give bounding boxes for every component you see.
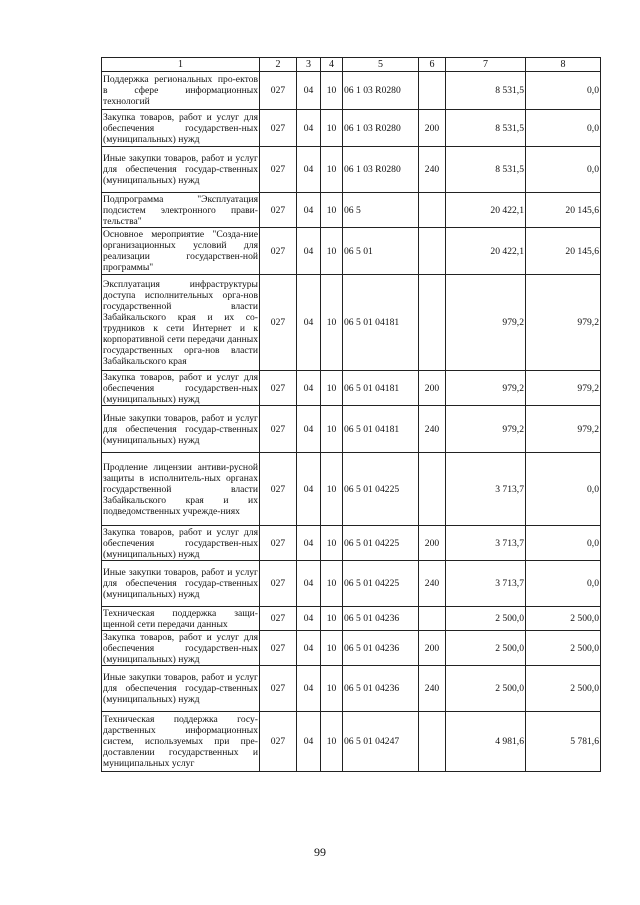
table-row bbox=[102, 526, 601, 561]
amount-year2-cell: 20 145,6 bbox=[526, 228, 601, 275]
item-name-cell: Поддержка региональных про-ектов в сфере информационных технологий bbox=[102, 72, 260, 110]
header-cell: 3 bbox=[297, 58, 321, 72]
target-article-cell: 06 5 01 04236 bbox=[343, 666, 419, 712]
target-article-cell: 06 5 01 04225 bbox=[343, 561, 419, 607]
table-row bbox=[102, 406, 601, 453]
expense-type-cell: 240 bbox=[419, 406, 446, 453]
ministry-code-cell: 027 bbox=[260, 453, 297, 526]
ministry-code-cell: 027 bbox=[260, 666, 297, 712]
subsection-code-cell: 10 bbox=[321, 561, 343, 607]
amount-year2-cell: 0,0 bbox=[526, 453, 601, 526]
section-code-cell: 04 bbox=[297, 631, 321, 666]
item-name-cell: Иные закупки товаров, работ и услуг для обеспечения государ-ственных (муниципальных) нужд bbox=[102, 406, 260, 453]
item-name-cell: Закупка товаров, работ и услуг для обеспечения государствен-ных (муниципальных) нужд bbox=[103, 371, 258, 405]
header-cell: 1 bbox=[102, 58, 260, 72]
item-name-cell: Техническая поддержка защи-щенной сети передачи данных bbox=[103, 607, 258, 630]
subsection-code-cell: 10 bbox=[321, 526, 343, 561]
section-code-cell: 04 bbox=[297, 607, 321, 631]
target-article-cell: 06 5 bbox=[343, 193, 419, 228]
ministry-code-cell: 027 bbox=[260, 607, 297, 631]
header-cell: 4 bbox=[321, 58, 343, 72]
ministry-code-cell: 027 bbox=[260, 526, 297, 561]
amount-year1-cell: 8 531,5 bbox=[446, 147, 526, 193]
item-name-cell: Основное мероприятие "Созда-ние организационных условий для реализации государствен-ной программы" bbox=[103, 229, 258, 273]
subsection-code-cell: 10 bbox=[321, 607, 343, 631]
amount-year2-cell: 0,0 bbox=[526, 526, 601, 561]
target-article-cell: 06 5 01 04181 bbox=[343, 371, 419, 406]
amount-year2-cell: 0,0 bbox=[526, 110, 601, 147]
amount-year1-cell: 3 713,7 bbox=[446, 453, 526, 526]
header-cell: 5 bbox=[343, 58, 419, 72]
ministry-code-cell: 027 bbox=[260, 193, 297, 228]
amount-year1-cell: 4 981,6 bbox=[446, 712, 526, 772]
expense-type-cell bbox=[419, 193, 446, 228]
target-article-cell: 06 1 03 R0280 bbox=[343, 147, 419, 193]
target-article-cell: 06 5 01 bbox=[343, 228, 419, 275]
subsection-code-cell: 10 bbox=[321, 371, 343, 406]
amount-year2-cell: 5 781,6 bbox=[526, 712, 601, 772]
expense-type-cell: 240 bbox=[419, 147, 446, 193]
ministry-code-cell: 027 bbox=[260, 110, 297, 147]
ministry-code-cell: 027 bbox=[260, 631, 297, 666]
subsection-code-cell: 10 bbox=[321, 666, 343, 712]
item-name-cell: Закупка товаров, работ и услуг для обеспечения государствен-ных (муниципальных) нужд bbox=[103, 526, 258, 560]
amount-year1-cell: 20 422,1 bbox=[446, 193, 526, 228]
section-code-cell: 04 bbox=[297, 526, 321, 561]
table-row bbox=[102, 275, 601, 371]
expense-type-cell bbox=[419, 228, 446, 275]
amount-year1-cell: 3 713,7 bbox=[446, 561, 526, 607]
amount-year2-cell: 20 145,6 bbox=[526, 193, 601, 228]
amount-year1-cell: 2 500,0 bbox=[446, 607, 526, 631]
table-row bbox=[102, 453, 601, 526]
amount-year1-cell: 979,2 bbox=[446, 371, 526, 406]
amount-year2-cell: 0,0 bbox=[526, 561, 601, 607]
target-article-cell: 06 5 01 04181 bbox=[343, 406, 419, 453]
section-code-cell: 04 bbox=[297, 371, 321, 406]
target-article-cell: 06 5 01 04236 bbox=[343, 607, 419, 631]
section-code-cell: 04 bbox=[297, 561, 321, 607]
section-code-cell: 04 bbox=[297, 110, 321, 147]
expense-type-cell: 200 bbox=[419, 110, 446, 147]
table-row bbox=[102, 631, 601, 666]
amount-year2-cell: 2 500,0 bbox=[526, 607, 601, 631]
amount-year2-cell: 979,2 bbox=[526, 371, 601, 406]
item-name-cell: Закупка товаров, работ и услуг для обеспечения государствен-ных (муниципальных) нужд bbox=[103, 631, 258, 665]
amount-year2-cell: 0,0 bbox=[526, 147, 601, 193]
amount-year2-cell: 979,2 bbox=[526, 275, 601, 371]
amount-year2-cell: 979,2 bbox=[526, 406, 601, 453]
amount-year2-cell: 2 500,0 bbox=[526, 631, 601, 666]
table-row bbox=[102, 712, 601, 772]
amount-year1-cell: 979,2 bbox=[446, 406, 526, 453]
expense-type-cell bbox=[419, 712, 446, 772]
item-name-cell: Техническая поддержка госу-дарственных информационных систем, используемых при пре-доставлении государственных и муниципальных услуг bbox=[102, 712, 260, 772]
subsection-code-cell: 10 bbox=[321, 712, 343, 772]
amount-year1-cell: 20 422,1 bbox=[446, 228, 526, 275]
amount-year2-cell: 0,0 bbox=[526, 72, 601, 110]
target-article-cell: 06 5 01 04225 bbox=[343, 526, 419, 561]
header-cell: 2 bbox=[260, 58, 297, 72]
section-code-cell: 04 bbox=[297, 72, 321, 110]
ministry-code-cell: 027 bbox=[260, 275, 297, 371]
target-article-cell: 06 1 03 R0280 bbox=[343, 72, 419, 110]
section-code-cell: 04 bbox=[297, 406, 321, 453]
ministry-code-cell: 027 bbox=[260, 371, 297, 406]
table-row bbox=[102, 110, 601, 147]
table-row bbox=[102, 193, 601, 228]
table-header-row bbox=[102, 58, 601, 72]
item-name-cell: Иные закупки товаров, работ и услуг для обеспечения государ-ственных (муниципальных) нужд bbox=[102, 561, 260, 607]
subsection-code-cell: 10 bbox=[321, 147, 343, 193]
ministry-code-cell: 027 bbox=[260, 147, 297, 193]
item-name-cell: Продление лицензии антиви-русной защиты в исполнитель-ных органах государственной власти Забайкальского края и их подведомственных учрежде-ниях bbox=[102, 453, 260, 526]
header-cell: 8 bbox=[526, 58, 601, 72]
expense-type-cell: 240 bbox=[419, 561, 446, 607]
section-code-cell: 04 bbox=[297, 193, 321, 228]
item-name-cell: Иные закупки товаров, работ и услуг для обеспечения государ-ственных (муниципальных) нужд bbox=[102, 147, 260, 193]
item-name-cell: Эксплуатация инфраструктуры доступа исполнительных орга-нов государственной власти Забайкальского края и их со-трудников к сети Интернет и к корпоративной сети передачи данных государственных орга-нов власти Забайкальского края bbox=[102, 275, 260, 371]
expense-type-cell: 200 bbox=[419, 526, 446, 561]
section-code-cell: 04 bbox=[297, 666, 321, 712]
budget-table bbox=[101, 57, 601, 772]
expense-type-cell: 200 bbox=[419, 631, 446, 666]
target-article-cell: 06 1 03 R0280 bbox=[343, 110, 419, 147]
table-row bbox=[102, 228, 601, 275]
subsection-code-cell: 10 bbox=[321, 406, 343, 453]
ministry-code-cell: 027 bbox=[260, 228, 297, 275]
amount-year1-cell: 979,2 bbox=[446, 275, 526, 371]
ministry-code-cell: 027 bbox=[260, 712, 297, 772]
header-cell: 7 bbox=[446, 58, 526, 72]
amount-year1-cell: 3 713,7 bbox=[446, 526, 526, 561]
section-code-cell: 04 bbox=[297, 712, 321, 772]
table-row bbox=[102, 371, 601, 406]
item-name-cell: Закупка товаров, работ и услуг для обеспечения государствен-ных (муниципальных) нужд bbox=[103, 111, 258, 145]
amount-year1-cell: 8 531,5 bbox=[446, 110, 526, 147]
target-article-cell: 06 5 01 04236 bbox=[343, 631, 419, 666]
subsection-code-cell: 10 bbox=[321, 193, 343, 228]
amount-year1-cell: 2 500,0 bbox=[446, 666, 526, 712]
expense-type-cell bbox=[419, 607, 446, 631]
page-number: 99 bbox=[314, 845, 326, 859]
item-name-cell: Иные закупки товаров, работ и услуг для обеспечения государ-ственных (муниципальных) нужд bbox=[102, 666, 260, 712]
subsection-code-cell: 10 bbox=[321, 110, 343, 147]
ministry-code-cell: 027 bbox=[260, 406, 297, 453]
section-code-cell: 04 bbox=[297, 453, 321, 526]
subsection-code-cell: 10 bbox=[321, 275, 343, 371]
item-name-cell: Подпрограмма "Эксплуатация подсистем электронного прави-тельства" bbox=[103, 193, 258, 227]
ministry-code-cell: 027 bbox=[260, 561, 297, 607]
ministry-code-cell: 027 bbox=[260, 72, 297, 110]
section-code-cell: 04 bbox=[297, 275, 321, 371]
section-code-cell: 04 bbox=[297, 147, 321, 193]
amount-year1-cell: 2 500,0 bbox=[446, 631, 526, 666]
amount-year2-cell: 2 500,0 bbox=[526, 666, 601, 712]
table-row bbox=[102, 607, 601, 631]
amount-year1-cell: 8 531,5 bbox=[446, 72, 526, 110]
expense-type-cell bbox=[419, 275, 446, 371]
expense-type-cell bbox=[419, 72, 446, 110]
expense-type-cell: 240 bbox=[419, 666, 446, 712]
subsection-code-cell: 10 bbox=[321, 631, 343, 666]
table-row bbox=[102, 147, 601, 193]
expense-type-cell bbox=[419, 453, 446, 526]
table-row bbox=[102, 666, 601, 712]
header-cell: 6 bbox=[419, 58, 446, 72]
table-row bbox=[102, 72, 601, 110]
subsection-code-cell: 10 bbox=[321, 228, 343, 275]
expense-type-cell: 200 bbox=[419, 371, 446, 406]
subsection-code-cell: 10 bbox=[321, 453, 343, 526]
target-article-cell: 06 5 01 04181 bbox=[343, 275, 419, 371]
table-row bbox=[102, 561, 601, 607]
target-article-cell: 06 5 01 04247 bbox=[343, 712, 419, 772]
target-article-cell: 06 5 01 04225 bbox=[343, 453, 419, 526]
subsection-code-cell: 10 bbox=[321, 72, 343, 110]
section-code-cell: 04 bbox=[297, 228, 321, 275]
